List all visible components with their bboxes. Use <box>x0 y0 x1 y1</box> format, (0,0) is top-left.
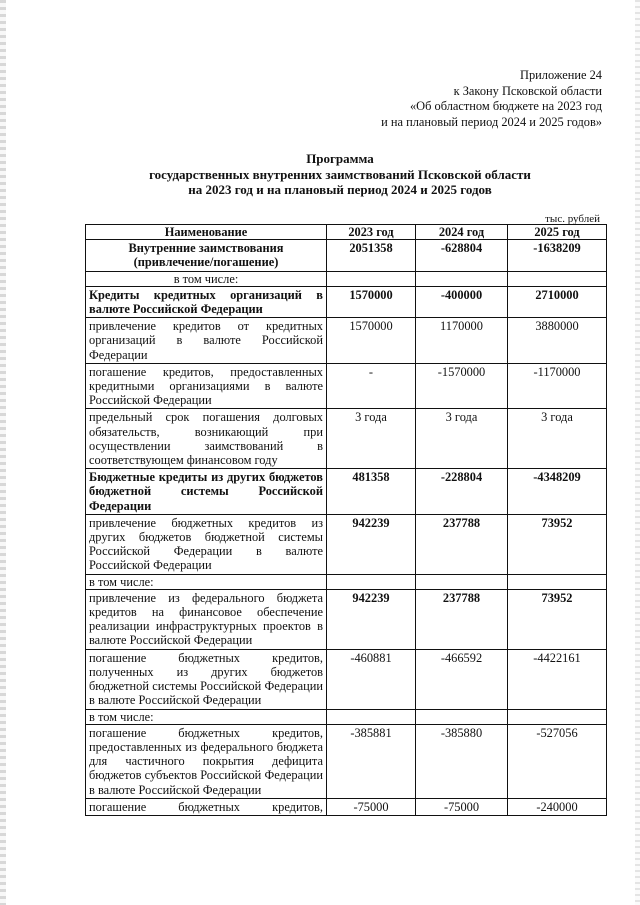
document-title <box>70 151 610 198</box>
empty-cell <box>508 574 607 589</box>
row-name: Кредиты кредитных организаций в валюте Российской Федерации <box>86 286 327 317</box>
row-value-2024: -385880 <box>416 724 508 798</box>
row-name: погашение бюджетных кредитов, предоставленных из федерального бюджета для частичного покрытия дефицита бюджетов субъектов Российской Федерации в валюте Российской Федерации <box>86 724 327 798</box>
scan-edge-left <box>0 0 6 905</box>
row-value-2025: -4422161 <box>508 649 607 709</box>
empty-cell <box>327 709 416 724</box>
table-row <box>86 318 607 364</box>
row-value-2023: 3 года <box>327 409 416 469</box>
row-name: Внутренние заимствования (привлечение/погашение) <box>86 240 327 271</box>
empty-cell <box>416 574 508 589</box>
appendix-line-3: «Об областном бюджете на 2023 год <box>409 99 602 113</box>
empty-cell <box>416 709 508 724</box>
row-name: погашение бюджетных кредитов, полученных из других бюджетов бюджетной системы Российской Федерации в валюте Российской Федерации <box>86 649 327 709</box>
row-value-2025: 2710000 <box>508 286 607 317</box>
row-value-2024: 237788 <box>416 514 508 574</box>
row-value-2025: -4348209 <box>508 469 607 515</box>
row-value-2025: -240000 <box>508 798 607 815</box>
row-value-2025: 3 года <box>508 409 607 469</box>
row-name: погашение кредитов, предоставленных кредитными организациями в валюте Российской Федерации <box>86 363 327 409</box>
appendix-line-1: Приложение 24 <box>520 68 602 82</box>
table-row <box>86 469 607 515</box>
row-name: погашение бюджетных кредитов, <box>86 798 327 815</box>
row-value-2024: 1170000 <box>416 318 508 364</box>
title-line-2: государственных внутренних заимствований Псковской области <box>149 166 531 182</box>
appendix-note <box>381 68 602 130</box>
table-row <box>86 798 607 815</box>
row-value-2024: -1570000 <box>416 363 508 409</box>
table-row <box>86 574 607 589</box>
empty-cell <box>327 271 416 286</box>
row-value-2025: -1170000 <box>508 363 607 409</box>
unit-label: тыс. рублей <box>545 213 600 225</box>
header-2023: 2023 год <box>327 225 416 240</box>
row-value-2023: 1570000 <box>327 286 416 317</box>
title-line-3: на 2023 год и на плановый период 2024 и 2025 годов <box>188 182 492 197</box>
row-name: Бюджетные кредиты из других бюджетов бюджетной системы Российской Федерации <box>86 469 327 515</box>
row-value-2024: 3 года <box>416 409 508 469</box>
row-name: привлечение кредитов от кредитных организаций в валюте Российской Федерации <box>86 318 327 364</box>
row-name: в том числе: <box>86 271 327 286</box>
row-value-2025: 3880000 <box>508 318 607 364</box>
row-value-2023: -460881 <box>327 649 416 709</box>
scan-edge-right <box>635 0 640 905</box>
row-value-2023: - <box>327 363 416 409</box>
row-name: предельный срок погашения долговых обязательств, возникающий при осуществлении заимствований в соответствующем финансовом году <box>86 409 327 469</box>
row-value-2023: 481358 <box>327 469 416 515</box>
empty-cell <box>416 271 508 286</box>
table-row <box>86 363 607 409</box>
row-value-2024: -466592 <box>416 649 508 709</box>
row-value-2023: 942239 <box>327 589 416 649</box>
table-header-row <box>86 225 607 240</box>
table-row <box>86 514 607 574</box>
header-2024: 2024 год <box>416 225 508 240</box>
row-value-2023: 942239 <box>327 514 416 574</box>
row-value-2025: 73952 <box>508 589 607 649</box>
table-row <box>86 240 607 271</box>
header-name: Наименование <box>86 225 327 240</box>
row-value-2024: -400000 <box>416 286 508 317</box>
table-row <box>86 286 607 317</box>
row-value-2023: -385881 <box>327 724 416 798</box>
table-row <box>86 649 607 709</box>
row-name: привлечение из федерального бюджета кредитов на финансовое обеспечение реализации инфраструктурных проектов в валюте Российской Федерации <box>86 589 327 649</box>
row-value-2025: -1638209 <box>508 240 607 271</box>
table-row <box>86 724 607 798</box>
row-name: привлечение бюджетных кредитов из других бюджетов бюджетной системы Российской Федерации в валюте Российской Федерации <box>86 514 327 574</box>
row-value-2023: 2051358 <box>327 240 416 271</box>
table-row <box>86 271 607 286</box>
row-value-2024: -628804 <box>416 240 508 271</box>
empty-cell <box>327 574 416 589</box>
table-row <box>86 589 607 649</box>
row-value-2023: -75000 <box>327 798 416 815</box>
row-value-2025: -527056 <box>508 724 607 798</box>
table-row <box>86 409 607 469</box>
empty-cell <box>508 271 607 286</box>
table-row <box>86 709 607 724</box>
row-value-2024: -228804 <box>416 469 508 515</box>
title-line-1: Программа <box>306 151 374 166</box>
header-2025: 2025 год <box>508 225 607 240</box>
empty-cell <box>508 709 607 724</box>
row-name: в том числе: <box>86 709 327 724</box>
row-value-2024: -75000 <box>416 798 508 815</box>
row-value-2023: 1570000 <box>327 318 416 364</box>
row-value-2024: 237788 <box>416 589 508 649</box>
appendix-line-2: к Закону Псковской области <box>453 83 602 98</box>
borrowing-table <box>85 224 607 816</box>
appendix-line-4: и на плановый период 2024 и 2025 годов» <box>381 114 602 129</box>
row-value-2025: 73952 <box>508 514 607 574</box>
row-name: в том числе: <box>86 574 327 589</box>
